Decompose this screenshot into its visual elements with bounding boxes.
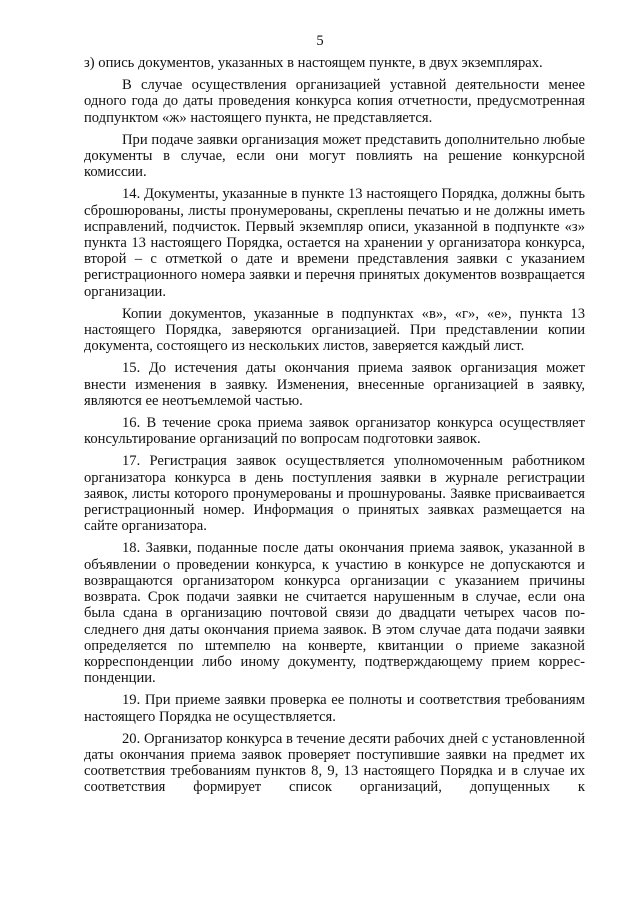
paragraph-16: 16. В течение срока приема заявок организатор конкурса осуществляет консультирование организаций по вопросам подготовки заявок. [84,415,585,448]
paragraph-additional-documents: При подаче заявки организация может представить дополнительно любые документы в случае, если они могут повлиять на решение конкурсной комиссии. [84,131,585,181]
document-body [84,55,585,802]
paragraph-13z: з) опись документов, указанных в настоящем пункте, в двух экземплярах. [84,55,543,71]
page-number: 5 [316,33,324,49]
paragraph-18: 18. Заявки, поданные после даты окончания приема заявок, указанной в объявлении о проведении конкурса, к участию в конкурсе не допускаются и возвращаются организатором конкурса организации с указанием причины возврата. Срок подачи заявки не считается нарушенным в случае, если она была сдана в организацию почтовой связи до двадцати четырех часов последнего дня даты окончания приема заявок. В этом случае дата подачи заявки определяется по штемпелю на конверте, квитанции о приеме заказной корреспонденции либо иному документу, подтверждающему прием корреспонденции. [84,540,585,687]
paragraph-reporting-exception: В случае осуществления организацией уставной деятельности менее одного года до даты проведения конкурса копия отчетности, предусмотренная подпунктом «ж» настоящего пункта, не представляется. [84,77,585,126]
paragraph-15: 15. До истечения даты окончания приема заявок организация может внести изменения в заявку. Изменения, внесенные организацией в заявку, являются ее неотъемлемой частью. [84,360,585,409]
paragraph-17: 17. Регистрация заявок осуществляется уполномоченным работником организатора конкурса в день поступления заявки в журнале регистрации заявок, листы которого пронумерованы и прошнурованы. Заявке присваивается регистрационный номер. Информация о принятых заявках размещается на сайте организатора. [84,453,585,535]
paragraph-14: 14. Документы, указанные в пункте 13 настоящего Порядка, должны быть сброшюрованы, листы пронумерованы, скреплены печатью и не должны иметь исправлений, подчисток. Первый экземпляр описи, указанной в подпункте «з» пункта 13 настоящего Порядка, остается на хранении у организатора конкурса, второй – с отметкой о дате и времени представления заявки с указанием регистрационного номера заявки и перечня принятых документов возвращается организации. [84,186,585,300]
paragraph-copies-certification: Копии документов, указанные в подпунктах «в», «г», «е», пункта 13 настоящего Порядка, заверяются организацией. При представлении копии документа, состоящего из нескольких листов, заверяется каждый лист. [84,305,585,355]
paragraph-20: 20. Организатор конкурса в течение десяти рабочих дней с установленной даты окончания приема заявок проверяет поступившие заявки на предмет их соответствия требованиям пунктов 8, 9, 13 настоящего Порядка и в случае их соответствия формирует список организаций, допущенных к [84,730,585,796]
paragraph-19: 19. При приеме заявки проверка ее полноты и соответствия требованиям настоящего Порядка не осуществляется. [84,692,585,725]
